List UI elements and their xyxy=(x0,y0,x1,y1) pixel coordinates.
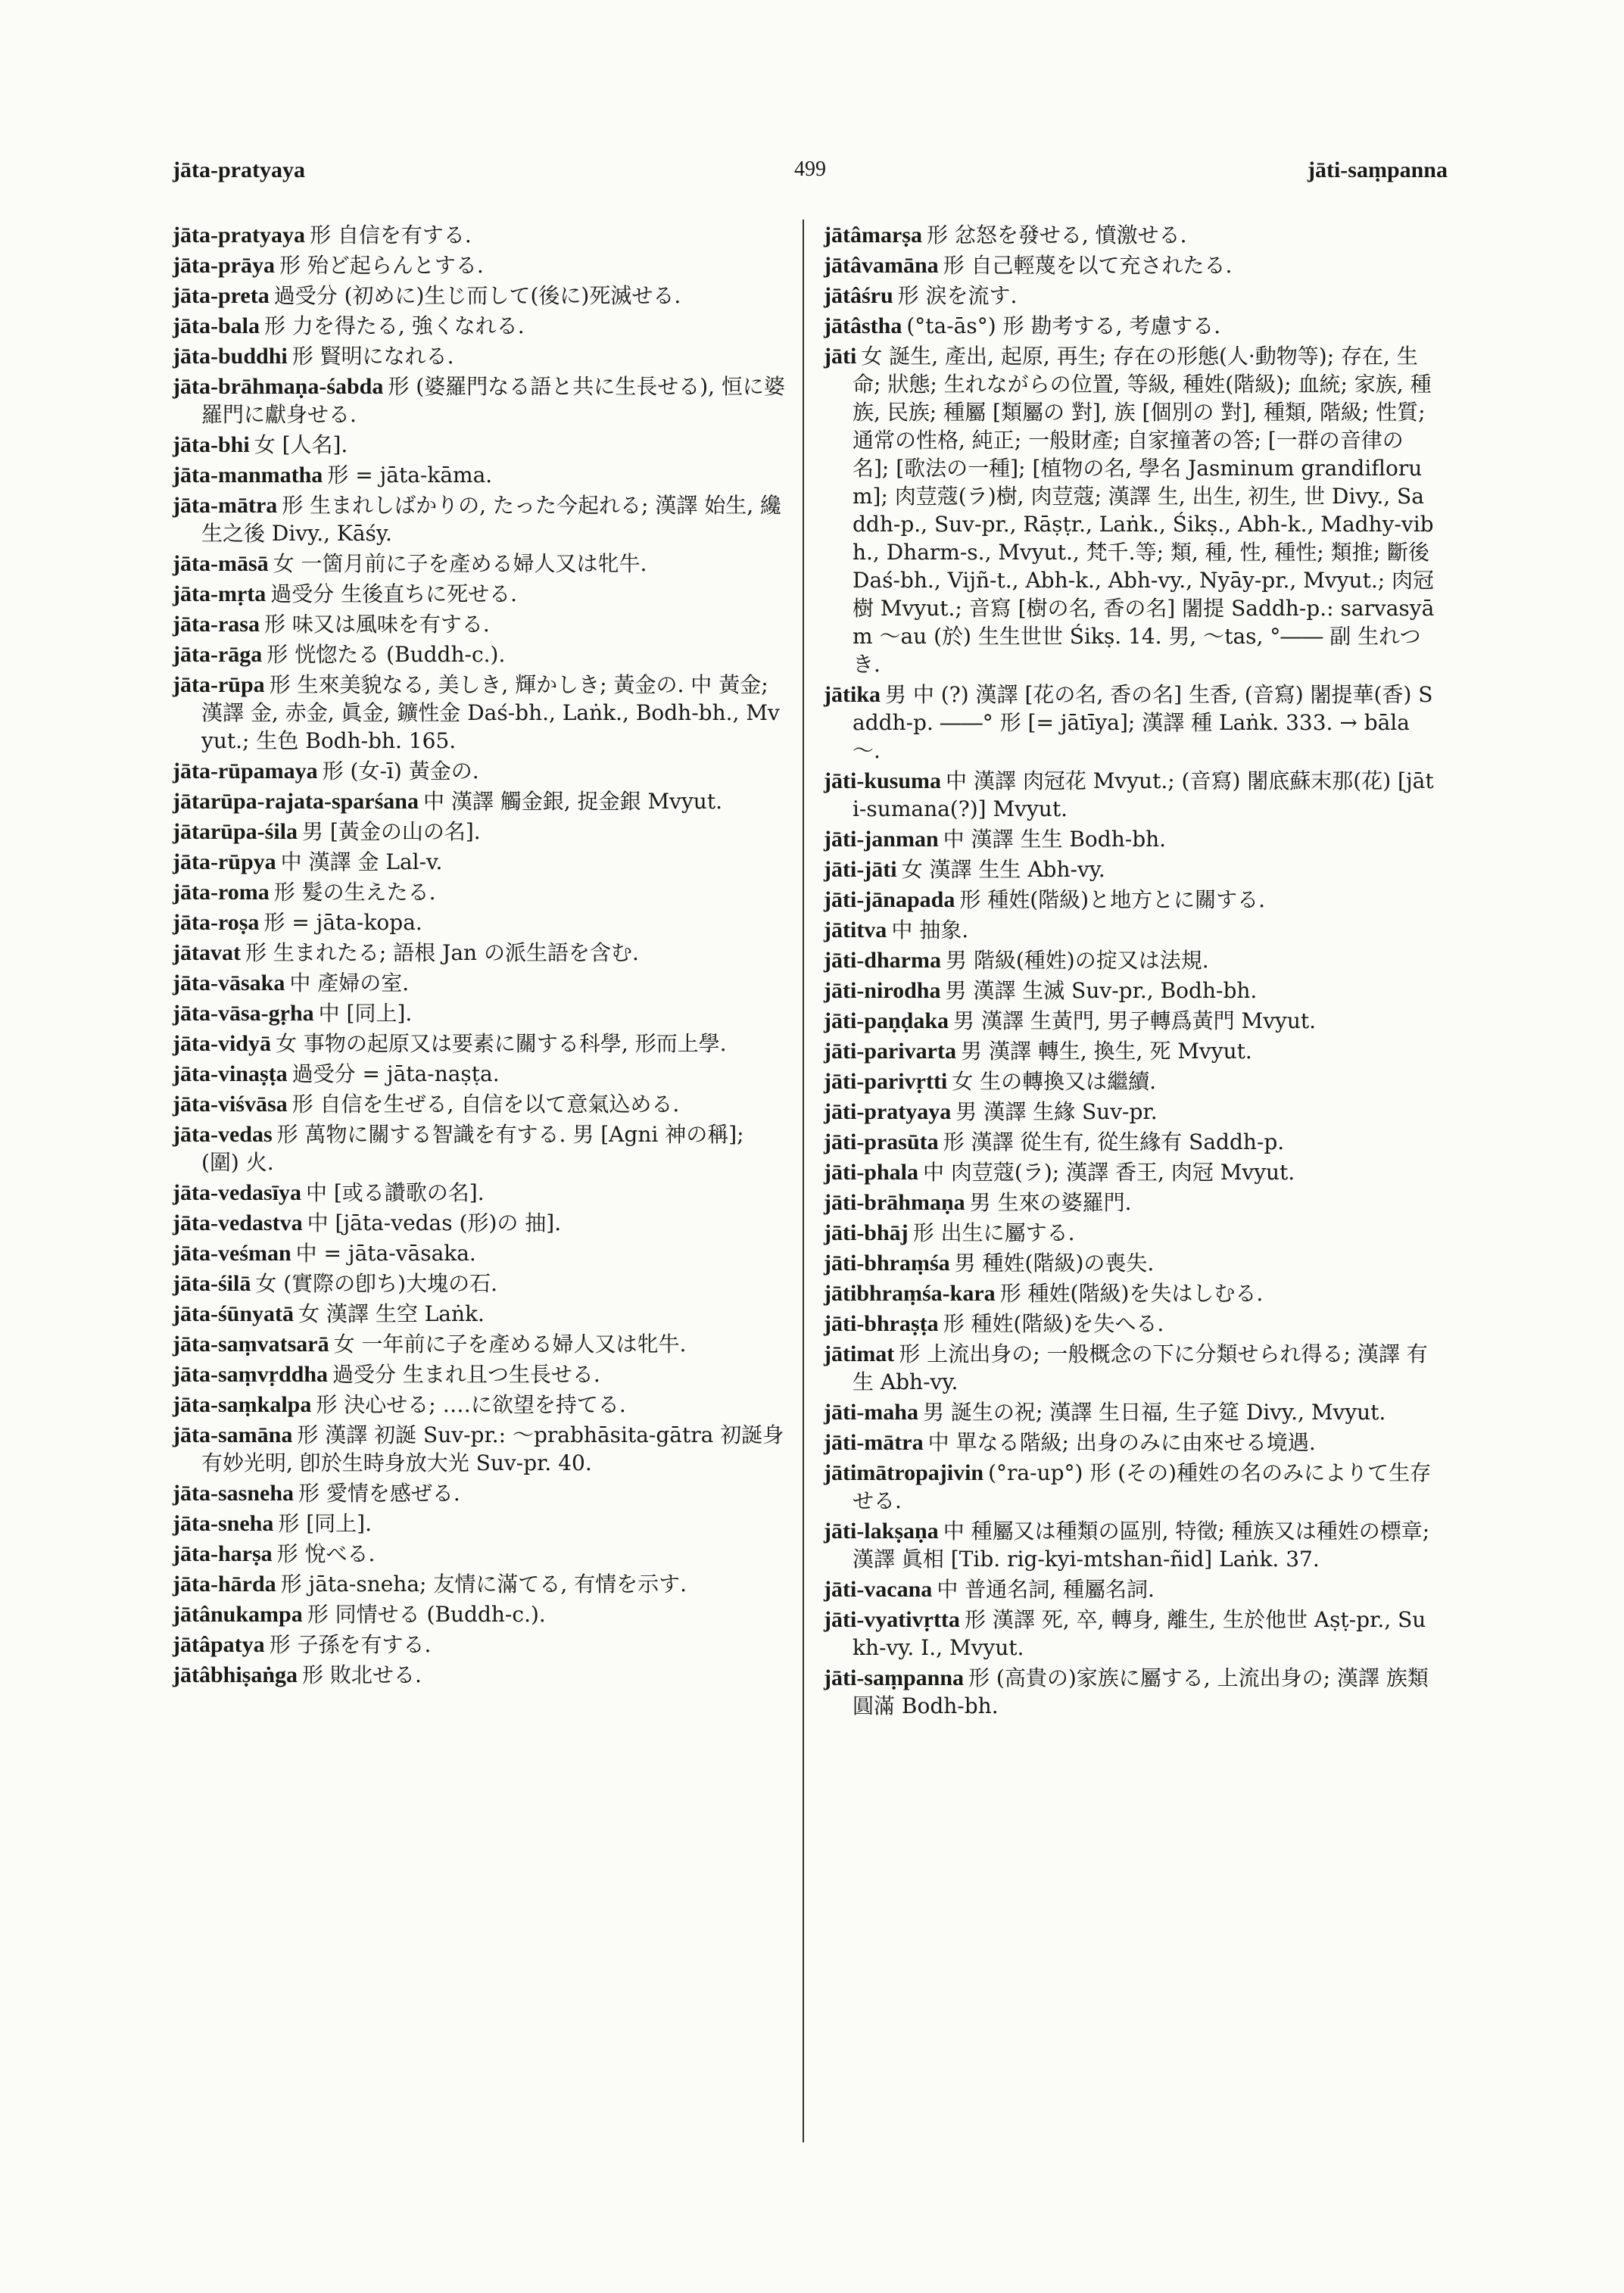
entry-headword: jātâśru xyxy=(824,283,893,308)
entry-definition: 形 愛情を感ぜる. xyxy=(298,1481,460,1506)
dictionary-entry xyxy=(824,1249,1437,1277)
entry-definition: 男 生來の婆羅門. xyxy=(969,1190,1132,1215)
entry-headword: jāti-dharma xyxy=(824,948,941,973)
dictionary-entry xyxy=(173,1540,786,1568)
entry-definition: 過受分 生後直ちに死せる. xyxy=(270,581,518,606)
dictionary-entry xyxy=(824,1189,1437,1217)
entry-headword: jāti-pratyaya xyxy=(824,1099,952,1124)
entry-headword: jāti-parivarta xyxy=(824,1039,956,1064)
entry-headword: jāta-vedastva xyxy=(173,1210,303,1235)
dictionary-entry xyxy=(824,1279,1437,1307)
dictionary-entry xyxy=(173,282,786,310)
entry-headword: jāta-vāsa-gṛha xyxy=(173,1001,314,1026)
entry-headword: jāti-brāhmaṇa xyxy=(824,1190,965,1215)
entry-definition: 女 一箇月前に子を產める婦人又は牝牛. xyxy=(273,551,647,576)
entry-definition: 中 種屬又は種類の區別, 特徵; 種族又は種姓の標章; 漢譯 眞相 [Tib. rig-kyi-mtshan-ñid] Laṅk. 37. xyxy=(853,1519,1430,1572)
entry-definition: 形 jāta-sneha; 友情に滿てる, 有情を示す. xyxy=(280,1572,687,1597)
entry-headword: jāta-rāga xyxy=(173,642,263,667)
entry-headword: jātimat xyxy=(824,1341,895,1366)
entry-definition: 形 涙を流す. xyxy=(897,283,1018,308)
entry-headword: jātarūpa-śila xyxy=(173,819,298,844)
dictionary-entry xyxy=(824,1459,1437,1515)
entry-headword: jāti-mātra xyxy=(824,1430,924,1455)
entry-definition: 女 漢譯 生生 Abh-vy. xyxy=(901,857,1105,882)
dictionary-entry xyxy=(824,282,1437,310)
entry-headword: jāti-saṃpanna xyxy=(824,1665,965,1690)
entry-headword: jāta-vinaṣṭa xyxy=(173,1061,288,1086)
entry-definition: 形 同情せる (Buddh-c.). xyxy=(307,1602,546,1627)
dictionary-entry xyxy=(173,939,786,967)
dictionary-entry xyxy=(173,1090,786,1118)
entry-headword: jāta-mātra xyxy=(173,493,278,518)
entry-headword: jāta-hārda xyxy=(173,1572,276,1597)
entry-headword: jātarūpa-rajata-sparśana xyxy=(173,789,419,814)
dictionary-entry xyxy=(173,1300,786,1328)
entry-headword: jāti-parivṛtti xyxy=(824,1069,948,1094)
dictionary-entry xyxy=(824,825,1437,853)
entry-headword: jātimātropajivin xyxy=(824,1460,984,1485)
entry-definition: (°ta-ās°) 形 勘考する, 考慮する. xyxy=(906,313,1221,338)
dictionary-entry xyxy=(824,855,1437,883)
entry-definition: 形 萬物に關する智識を有する. 男 [Agni 神の稱]; (圍) 火. xyxy=(201,1122,744,1175)
entry-headword: jāti-lakṣaṇa xyxy=(824,1519,939,1544)
entry-headword: jātâvamāna xyxy=(824,253,939,278)
entry-definition: 中 漢譯 生生 Bodh-bh. xyxy=(943,827,1167,852)
dictionary-entry xyxy=(824,1219,1437,1247)
dictionary-entry xyxy=(173,610,786,638)
dictionary-entry xyxy=(173,1631,786,1659)
entry-definition: 男 中 (?) 漢譯 [花の名, 香の名] 生香, (音寫) 闍提華(香) Saddh-p. ――° 形 [= jātīya]; 漢譯 種 Laṅk. 333. → bāla～. xyxy=(853,682,1433,763)
dictionary-entry xyxy=(173,1509,786,1537)
dictionary-entry xyxy=(173,1479,786,1507)
entry-definition: 形 生まれしばかりの, たった今起れる; 漢譯 始生, 纔生之後 Divy., Kāśy. xyxy=(201,493,782,546)
entry-definition: 形 [同上]. xyxy=(278,1511,372,1536)
entry-headword: jāta-saṃvṛddha xyxy=(173,1362,329,1387)
dictionary-entry xyxy=(173,431,786,459)
entry-headword: jāta-bala xyxy=(173,313,260,338)
entry-headword: jāta-roma xyxy=(173,880,270,905)
dictionary-entry xyxy=(824,1340,1437,1396)
dictionary-entry xyxy=(173,342,786,370)
dictionary-entry xyxy=(824,681,1437,765)
dictionary-entry xyxy=(824,916,1437,944)
dictionary-entry xyxy=(173,757,786,785)
entry-headword: jāta-buddhi xyxy=(173,344,288,369)
dictionary-entry xyxy=(173,372,786,428)
entry-definition: 形 漢譯 從生有, 從生緣有 Saddh-p. xyxy=(943,1129,1285,1154)
entry-definition: 形 出生に屬する. xyxy=(912,1220,1075,1245)
entry-definition: 中 肉荳蔻(ラ); 漢譯 香王, 肉冠 Mvyut. xyxy=(923,1160,1295,1185)
dictionary-entry xyxy=(173,848,786,876)
dictionary-entry xyxy=(173,1030,786,1058)
dictionary-entry xyxy=(173,671,786,755)
dictionary-entry xyxy=(173,787,786,815)
entry-definition: 形 忿怒を發せる, 憤激せる. xyxy=(926,223,1187,248)
dictionary-entry xyxy=(173,1600,786,1628)
entry-definition: 女 [人名]. xyxy=(254,432,348,457)
entry-definition: 男 漢譯 生緣 Suv-pr. xyxy=(955,1099,1158,1124)
entry-definition: 形 種姓(階級)を失へる. xyxy=(943,1311,1164,1336)
entry-headword: jāta-vidyā xyxy=(173,1031,271,1056)
entry-headword: jāta-śilā xyxy=(173,1271,251,1296)
entry-headword: jāta-māsā xyxy=(173,551,269,576)
entry-headword: jātânukampa xyxy=(173,1602,303,1627)
entry-definition: 男 種姓(階級)の喪失. xyxy=(954,1251,1155,1276)
entry-definition: (°ra-up°) 形 (その)種姓の名のみによりて生存せる. xyxy=(853,1460,1432,1513)
running-head-right: jāti-saṃpanna xyxy=(1307,157,1448,182)
entry-definition: 形 髮の生えたる. xyxy=(273,880,436,905)
entry-definition: 形 力を得たる, 強くなれる. xyxy=(264,313,525,338)
entry-definition: 形 自己輕蔑を以て充されたる. xyxy=(943,253,1233,278)
entry-headword: jāta-sneha xyxy=(173,1511,274,1536)
entry-definition: 女 誕生, 產出, 起原, 再生; 存在の形態(人·動物等); 存在, 生命; 狀態; 生れながらの位置, 等級, 種姓(階級); 血統; 家族, 種族, 民族; 種屬 [類屬の 對], 族 [個別の 對], 種類, 階級; 性質; 通常の性格, 純正; 一般財產; 自家撞著の答; [一群の音律の名]; [歌法の一種]; [植物の名, 學名 Jasminum grandiflorum]; 肉荳蔻(ラ)樹, 肉荳蔻; 漢譯 生, 出生, 初生, 世 Divy., Saddh-p., Suv-pr., Rāṣṭr., Laṅk., Śikṣ., Abh-k., Madhy-vibh., Dharm-s., Mvyut., 梵千.等; 類, 種, 性, 種性; 類推; 斷後 Daś-bh., Vijñ-t., Abh-k., Abh-vy., Nyāy-pr., Mvyut.; 肉冠樹 Mvyut.; 音寫 [樹の名, 香の名] 闍提 Saddh-p.: sarvasyām ～au (於) 生生世世 Śikṣ. 14. 男, ～tas, °―― 副 生れつき. xyxy=(853,344,1435,677)
entry-headword: jātavat xyxy=(173,940,241,965)
entry-definition: 中 單なる階級; 出身のみに由來せる境遇. xyxy=(927,1430,1316,1455)
dictionary-entry xyxy=(824,1310,1437,1338)
page-number: 499 xyxy=(794,157,826,181)
entry-definition: 中 [同上]. xyxy=(318,1001,413,1026)
entry-definition: 中 漢譯 觸金銀, 捉金銀 Mvyut. xyxy=(422,789,722,814)
dictionary-entry xyxy=(173,1421,786,1477)
entry-headword: jāti-maha xyxy=(824,1400,918,1425)
entry-headword: jātitva xyxy=(824,918,887,942)
dictionary-entry xyxy=(824,1398,1437,1426)
dictionary-entry xyxy=(824,251,1437,279)
entry-definition: 過受分 生まれ且つ生長せる. xyxy=(332,1362,600,1387)
dictionary-entry xyxy=(173,1270,786,1298)
entry-headword: jāta-rūpa xyxy=(173,672,265,697)
entry-headword: jāta-brāhmaṇa-śabda xyxy=(173,374,384,399)
entry-headword: jāta-samāna xyxy=(173,1422,293,1447)
entry-headword: jāta-veśman xyxy=(173,1241,291,1266)
entry-headword: jāti-kusuma xyxy=(824,768,942,793)
entry-definition: 形 自信を有する. xyxy=(309,223,472,248)
dictionary-entry xyxy=(173,580,786,608)
dictionary-entry xyxy=(173,1179,786,1207)
dictionary-entry xyxy=(173,550,786,578)
dictionary-entry xyxy=(173,1330,786,1358)
entry-definition: 中 = jāta-vāsaka. xyxy=(295,1241,476,1266)
entry-definition: 形 生まれたる; 語根 Jan の派生語を含む. xyxy=(245,940,639,965)
dictionary-entry xyxy=(824,1037,1437,1065)
entry-headword: jāta-roṣa xyxy=(173,910,260,935)
dictionary-entry xyxy=(824,1575,1437,1603)
entry-definition: 形 種姓(階級)と地方とに關する. xyxy=(959,887,1266,912)
dictionary-entry xyxy=(824,1517,1437,1573)
entry-definition: 女 (實際の卽ち)大塊の石. xyxy=(255,1271,497,1296)
entry-definition: 形 = jāta-kāma. xyxy=(327,463,493,488)
entry-headword: jāti-vyativṛtta xyxy=(824,1607,960,1632)
dictionary-entry xyxy=(173,640,786,668)
entry-definition: 形 敗北せる. xyxy=(302,1662,422,1687)
entry-definition: 形 賢明になれる. xyxy=(291,344,454,369)
dictionary-entry xyxy=(173,1391,786,1419)
entry-definition: 形 生來美貌なる, 美しき, 輝かしき; 黃金の. 中 黃金; 漢譯 金, 赤金, 眞金, 鑛性金 Daś-bh., Laṅk., Bodh-bh., Mvyut.; 生色 Bodh-bh. 165. xyxy=(201,672,780,753)
entry-definition: 形 殆ど起らんとする. xyxy=(279,253,484,278)
left-column xyxy=(173,221,786,1691)
dictionary-entry xyxy=(173,461,786,489)
entry-definition: 中 抽象. xyxy=(891,918,969,942)
dictionary-entry xyxy=(824,1098,1437,1126)
entry-definition: 中 漢譯 肉冠花 Mvyut.; (音寫) 闍底蘇末那(花) [jāti-sumana(?)] Mvyut. xyxy=(853,768,1434,821)
dictionary-entry xyxy=(824,886,1437,914)
entry-headword: jāta-bhi xyxy=(173,432,250,457)
entry-headword: jāta-viśvāsa xyxy=(173,1092,288,1117)
entry-definition: 女 生の轉換又は繼續. xyxy=(952,1069,1157,1094)
entry-headword: jāta-pratyaya xyxy=(173,223,305,248)
entry-definition: 形 = jāta-kopa. xyxy=(263,910,422,935)
dictionary-entry xyxy=(173,251,786,279)
entry-headword: jātika xyxy=(824,682,881,707)
entry-definition: 形 自信を生ぜる, 自信を以て意氣込める. xyxy=(291,1092,680,1117)
dictionary-entry xyxy=(824,1158,1437,1186)
entry-definition: 女 一年前に子を產める婦人又は牝牛. xyxy=(333,1332,687,1357)
entry-definition: 形 漢譯 死, 卒, 轉身, 離生, 生於他世 Aṣṭ-pr., Sukh-vy. I., Mvyut. xyxy=(853,1607,1426,1660)
entry-definition: 形 (高貴の)家族に屬する, 上流出身の; 漢譯 族類圓滿 Bodh-bh. xyxy=(853,1665,1429,1718)
column-divider xyxy=(803,220,804,2142)
dictionary-entry xyxy=(824,1428,1437,1456)
entry-headword: jātâpatya xyxy=(173,1632,265,1657)
entry-definition: 形 子孫を有する. xyxy=(269,1632,432,1657)
dictionary-entry xyxy=(173,312,786,340)
dictionary-entry xyxy=(173,1360,786,1388)
entry-headword: jāta-manmatha xyxy=(173,463,323,488)
entry-headword: jāta-preta xyxy=(173,283,270,308)
entry-definition: 男 [黃金の山の名]. xyxy=(302,819,481,844)
entry-headword: jāti-phala xyxy=(824,1160,919,1185)
dictionary-entry xyxy=(173,491,786,547)
entry-headword: jāta-śūnyatā xyxy=(173,1301,295,1326)
running-head-left: jāta-pratyaya xyxy=(173,157,305,182)
dictionary-entry xyxy=(173,1239,786,1267)
entry-headword: jāti-vacana xyxy=(824,1577,933,1602)
dictionary-entry xyxy=(824,767,1437,823)
entry-headword: jāta-rūpya xyxy=(173,849,276,874)
dictionary-entry xyxy=(173,1570,786,1598)
entry-headword: jāta-harṣa xyxy=(173,1541,273,1566)
entry-headword: jāti-bhraṣṭa xyxy=(824,1311,939,1336)
entry-definition: 男 誕生の祝; 漢譯 生日福, 生子筵 Divy., Mvyut. xyxy=(922,1400,1386,1425)
entry-headword: jāta-saṃkalpa xyxy=(173,1392,312,1417)
entry-headword: jāti-bhāj xyxy=(824,1220,909,1245)
entry-headword: jāti-prasūta xyxy=(824,1129,939,1154)
entry-definition: 形 決心せる; ‥‥に欲望を持てる. xyxy=(316,1392,626,1417)
entry-headword: jāta-sasneha xyxy=(173,1481,295,1506)
dictionary-entry xyxy=(173,221,786,249)
entry-headword: jātâmarṣa xyxy=(824,223,922,248)
entry-definition: 形 恍惚たる (Buddh-c.). xyxy=(267,642,506,667)
dictionary-entry xyxy=(173,1120,786,1176)
dictionary-entry xyxy=(173,1661,786,1689)
entry-headword: jāti xyxy=(824,344,857,369)
page-header xyxy=(173,157,1448,188)
entry-definition: 男 漢譯 轉生, 換生, 死 Mvyut. xyxy=(960,1039,1252,1064)
dictionary-entry xyxy=(824,1128,1437,1156)
dictionary-entry xyxy=(173,1060,786,1088)
entry-definition: 形 悅べる. xyxy=(276,1541,376,1566)
entry-headword: jātâstha xyxy=(824,313,902,338)
entry-definition: 男 漢譯 生滅 Suv-pr., Bodh-bh. xyxy=(945,978,1258,1003)
dictionary-entry xyxy=(824,1007,1437,1035)
entry-definition: 男 漢譯 生黃門, 男子轉爲黃門 Mvyut. xyxy=(953,1008,1317,1033)
dictionary-entry xyxy=(824,946,1437,974)
dictionary-entry xyxy=(173,818,786,846)
dictionary-entry xyxy=(173,878,786,906)
entry-definition: 中 普通名詞, 種屬名詞. xyxy=(937,1577,1155,1602)
entry-definition: 中 [jāta-vedas (形)の 抽]. xyxy=(307,1210,562,1235)
entry-headword: jāti-jānapada xyxy=(824,887,955,912)
dictionary-entry xyxy=(824,1664,1437,1720)
entry-headword: jāti-janman xyxy=(824,827,939,852)
dictionary-entry xyxy=(173,908,786,936)
dictionary-entry xyxy=(824,1067,1437,1095)
dictionary-entry xyxy=(824,312,1437,340)
entry-headword: jāta-vedas xyxy=(173,1122,273,1147)
entry-headword: jāta-rasa xyxy=(173,612,260,637)
dictionary-entry xyxy=(824,977,1437,1005)
entry-headword: jātâbhiṣaṅga xyxy=(173,1662,298,1687)
entry-headword: jāta-rūpamaya xyxy=(173,759,318,784)
right-column xyxy=(824,221,1437,1722)
entry-definition: 形 味又は風味を有する. xyxy=(263,612,490,637)
dictionary-entry xyxy=(824,221,1437,249)
entry-definition: 形 種姓(階級)を失はしむる. xyxy=(999,1281,1264,1306)
entry-headword: jāta-saṃvatsarā xyxy=(173,1332,329,1357)
dictionary-entry xyxy=(824,342,1437,678)
entry-definition: 形 上流出身の; 一般概念の下に分類せられ得る; 漢譯 有生 Abh-vy. xyxy=(853,1341,1428,1394)
entry-headword: jāti-jāti xyxy=(824,857,897,882)
entry-definition: 過受分 (初めに)生じ而して(後に)死滅せる. xyxy=(273,283,681,308)
entry-definition: 中 產婦の室. xyxy=(289,970,410,995)
entry-definition: 形 (婆羅門なる語と共に生長せる), 恒に婆羅門に獻身せる. xyxy=(201,374,785,427)
dictionary-entry xyxy=(173,999,786,1027)
entry-definition: 男 階級(種姓)の掟又は法規. xyxy=(945,948,1209,973)
entry-headword: jāta-vedasīya xyxy=(173,1180,301,1205)
entry-headword: jātibhraṃśa-kara xyxy=(824,1281,996,1306)
entry-definition: 形 (女-ī) 黃金の. xyxy=(322,759,479,784)
dictionary-entry xyxy=(173,969,786,997)
entry-definition: 中 [或る讚歌の名]. xyxy=(305,1180,485,1205)
dictionary-entry xyxy=(173,1209,786,1237)
entry-headword: jāti-nirodha xyxy=(824,978,941,1003)
dictionary-entry xyxy=(824,1606,1437,1662)
entry-headword: jāta-prāya xyxy=(173,253,275,278)
entry-headword: jāta-mṛta xyxy=(173,581,267,606)
entry-headword: jāti-paṇḍaka xyxy=(824,1008,949,1033)
entry-headword: jāta-vāsaka xyxy=(173,970,285,995)
entry-definition: 女 漢譯 生空 Laṅk. xyxy=(298,1301,485,1326)
entry-definition: 女 事物の起原又は要素に關する科學, 形而上學. xyxy=(276,1031,727,1056)
entry-headword: jāti-bhraṃśa xyxy=(824,1251,950,1276)
entry-definition: 形 漢譯 初誕 Suv-pr.: ～prabhāsita-gātra 初誕身有妙光明, 卽於生時身放大光 Suv-pr. 40. xyxy=(201,1422,784,1475)
entry-definition: 中 漢譯 金 Lal-v. xyxy=(280,849,443,874)
entry-definition: 過受分 = jāta-naṣṭa. xyxy=(291,1061,500,1086)
